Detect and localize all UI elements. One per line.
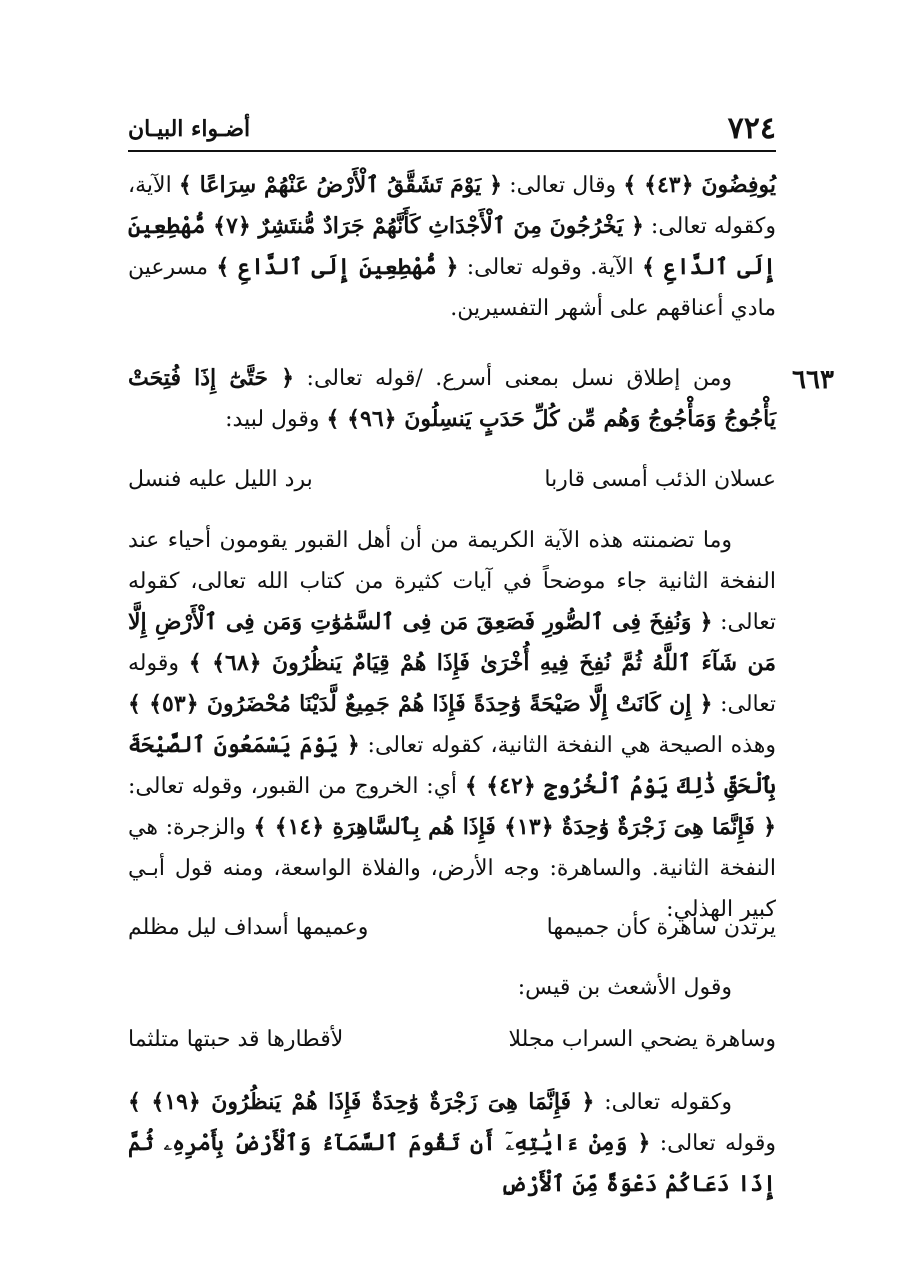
prose-text: أي: الخروج من القبور، وقوله تعالى: xyxy=(128,774,465,799)
poem-hemistich-second: وعميمها أسداف ليل مظلم xyxy=(128,915,369,940)
quran-quote: ﴿ وَمِنْ ءَايَٰتِهِۦٓ أَن تَقُومَ ٱلسَّمَآءُ وَٱلْأَرْضُ بِأَمْرِهِۦ ثُمَّ إِذَا دَعَاكُمْ دَعْوَةً مِّنَ ٱلْأَرْضِ xyxy=(128,1130,776,1197)
quran-quote: ﴿ يَوْمَ يَسْمَعُونَ ٱلصَّيْحَةَ بِٱلْحَقِّ ذَٰلِكَ يَوْمُ ٱلْخُرُوجِ ﴿٤٢﴾ ﴾ xyxy=(128,732,776,799)
poem-line-labid xyxy=(128,460,776,500)
quran-quote: ﴿ حَتَّىٰٓ إِذَا فُتِحَتْ يَأْجُوجُ وَمَأْجُوجُ وَهُم مِّن كُلِّ حَدَبٍ يَنسِلُونَ ﴿٩٦﴾ ﴾ xyxy=(128,365,776,432)
poem-hemistich-first: يرتدن ساهرة كأن جميمها xyxy=(546,915,776,940)
prose-text: وما تضمنته هذه الآية الكريمة من أن أهل القبور يقومون أحياء عند النفخة الثانية جاء موضحاً في آيات كثيرة من كتاب الله تعالى، كقوله تعالى: xyxy=(128,528,777,635)
quran-quote: ﴿ فَإِنَّمَا هِىَ زَجْرَةٌ وَٰحِدَةٌ فَإِذَا هُمْ يَنظُرُونَ ﴿١٩﴾ ﴾ xyxy=(128,1089,595,1115)
quran-quote: ﴿ وَنُفِخَ فِى ٱلصُّورِ فَصَعِقَ مَن فِى ٱلسَّمَٰوَٰتِ وَمَن فِى ٱلْأَرْضِ إِلَّا مَن شَآءَ ٱللَّهُ ثُمَّ نُفِخَ فِيهِ أُخْرَىٰ فَإِذَا هُمْ قِيَامٌ يَنظُرُونَ ﴿٦٨﴾ ﴾ xyxy=(128,609,776,676)
paragraph-1 xyxy=(128,165,776,329)
page-number: ٧٢٤ xyxy=(727,111,776,146)
prose-text: وقوله تعالى: xyxy=(128,651,776,717)
poem-line-hudhali xyxy=(128,908,776,948)
paragraph-5 xyxy=(128,1082,776,1205)
prose-text: وقال تعالى: xyxy=(501,173,624,198)
paragraph-2 xyxy=(128,358,776,440)
header-divider xyxy=(128,150,776,152)
prose-text: والزجرة: هي النفخة الثانية. والساهرة: وجه الأرض، والفلاة الواسعة، ومنه قول أبـي كبير الهذلي: xyxy=(128,815,776,922)
quran-quote: ﴿ مُّهْطِعِينَ إِلَى ٱلدَّاعِ ﴾ xyxy=(216,254,459,280)
quran-quote: ﴿ إِن كَانَتْ إِلَّا صَيْحَةً وَٰحِدَةً فَإِذَا هُمْ جَمِيعٌ لَّدَيْنَا مُحْضَرُونَ ﴿٥٣﴾ ﴾ xyxy=(128,691,713,717)
prose-text: وقوله تعالى: xyxy=(650,1131,776,1156)
poem-hemistich-first: عسلان الذئب أمسى قاربا xyxy=(544,467,776,492)
quran-quote: يُوفِضُونَ ﴿٤٣﴾ ﴾ xyxy=(623,172,776,198)
prose-text: ومن إطلاق نسل بمعنى أسرع. /قوله تعالى: xyxy=(294,366,732,391)
prose-text: الآية. وقوله تعالى: xyxy=(458,255,643,280)
poem-line-ashath xyxy=(128,1020,776,1060)
prose-text: وقول لبيد: xyxy=(225,407,327,432)
page-header xyxy=(128,112,776,146)
prose-text: مسرعين مادي أعناقهم على أشهر التفسيرين. xyxy=(128,255,776,321)
poem-hemistich-first: وساهرة يضحي السراب مجللا xyxy=(508,1027,776,1052)
poem-hemistich-second: لأقطارها قد حبتها متلثما xyxy=(128,1027,344,1052)
book-title: أضـواء البيـان xyxy=(128,116,251,142)
prose-text: وهذه الصيحة هي النفخة الثانية، كقوله تعالى: xyxy=(359,733,776,758)
paragraph-3 xyxy=(128,520,776,930)
prose-text: الآية، وكقوله تعالى: xyxy=(128,173,776,239)
poem-intro-ashath: وقول الأشعث بن قيس: xyxy=(517,975,732,1000)
quran-quote: ﴿ يَوْمَ تَشَقَّقُ ٱلْأَرْضُ عَنْهُمْ سِرَاعًا ﴾ xyxy=(178,172,502,198)
prose-text: وكقوله تعالى: xyxy=(594,1090,732,1115)
margin-page-reference: ٦٦٣ xyxy=(792,365,834,395)
quran-quote: ﴿ فَإِنَّمَا هِىَ زَجْرَةٌ وَٰحِدَةٌ ﴿١٣﴾ فَإِذَا هُم بِٱلسَّاهِرَةِ ﴿١٤﴾ ﴾ xyxy=(253,814,776,840)
poem-hemistich-second: برد الليل عليه فنسل xyxy=(128,467,313,492)
quran-quote: ﴿ يَخْرُجُونَ مِنَ ٱلْأَجْدَاثِ كَأَنَّهُمْ جَرَادٌ مُّنتَشِرٌ ﴿٧﴾ مُّهْطِعِينَ إِلَى ٱلدَّاعِ ﴾ xyxy=(128,213,776,280)
